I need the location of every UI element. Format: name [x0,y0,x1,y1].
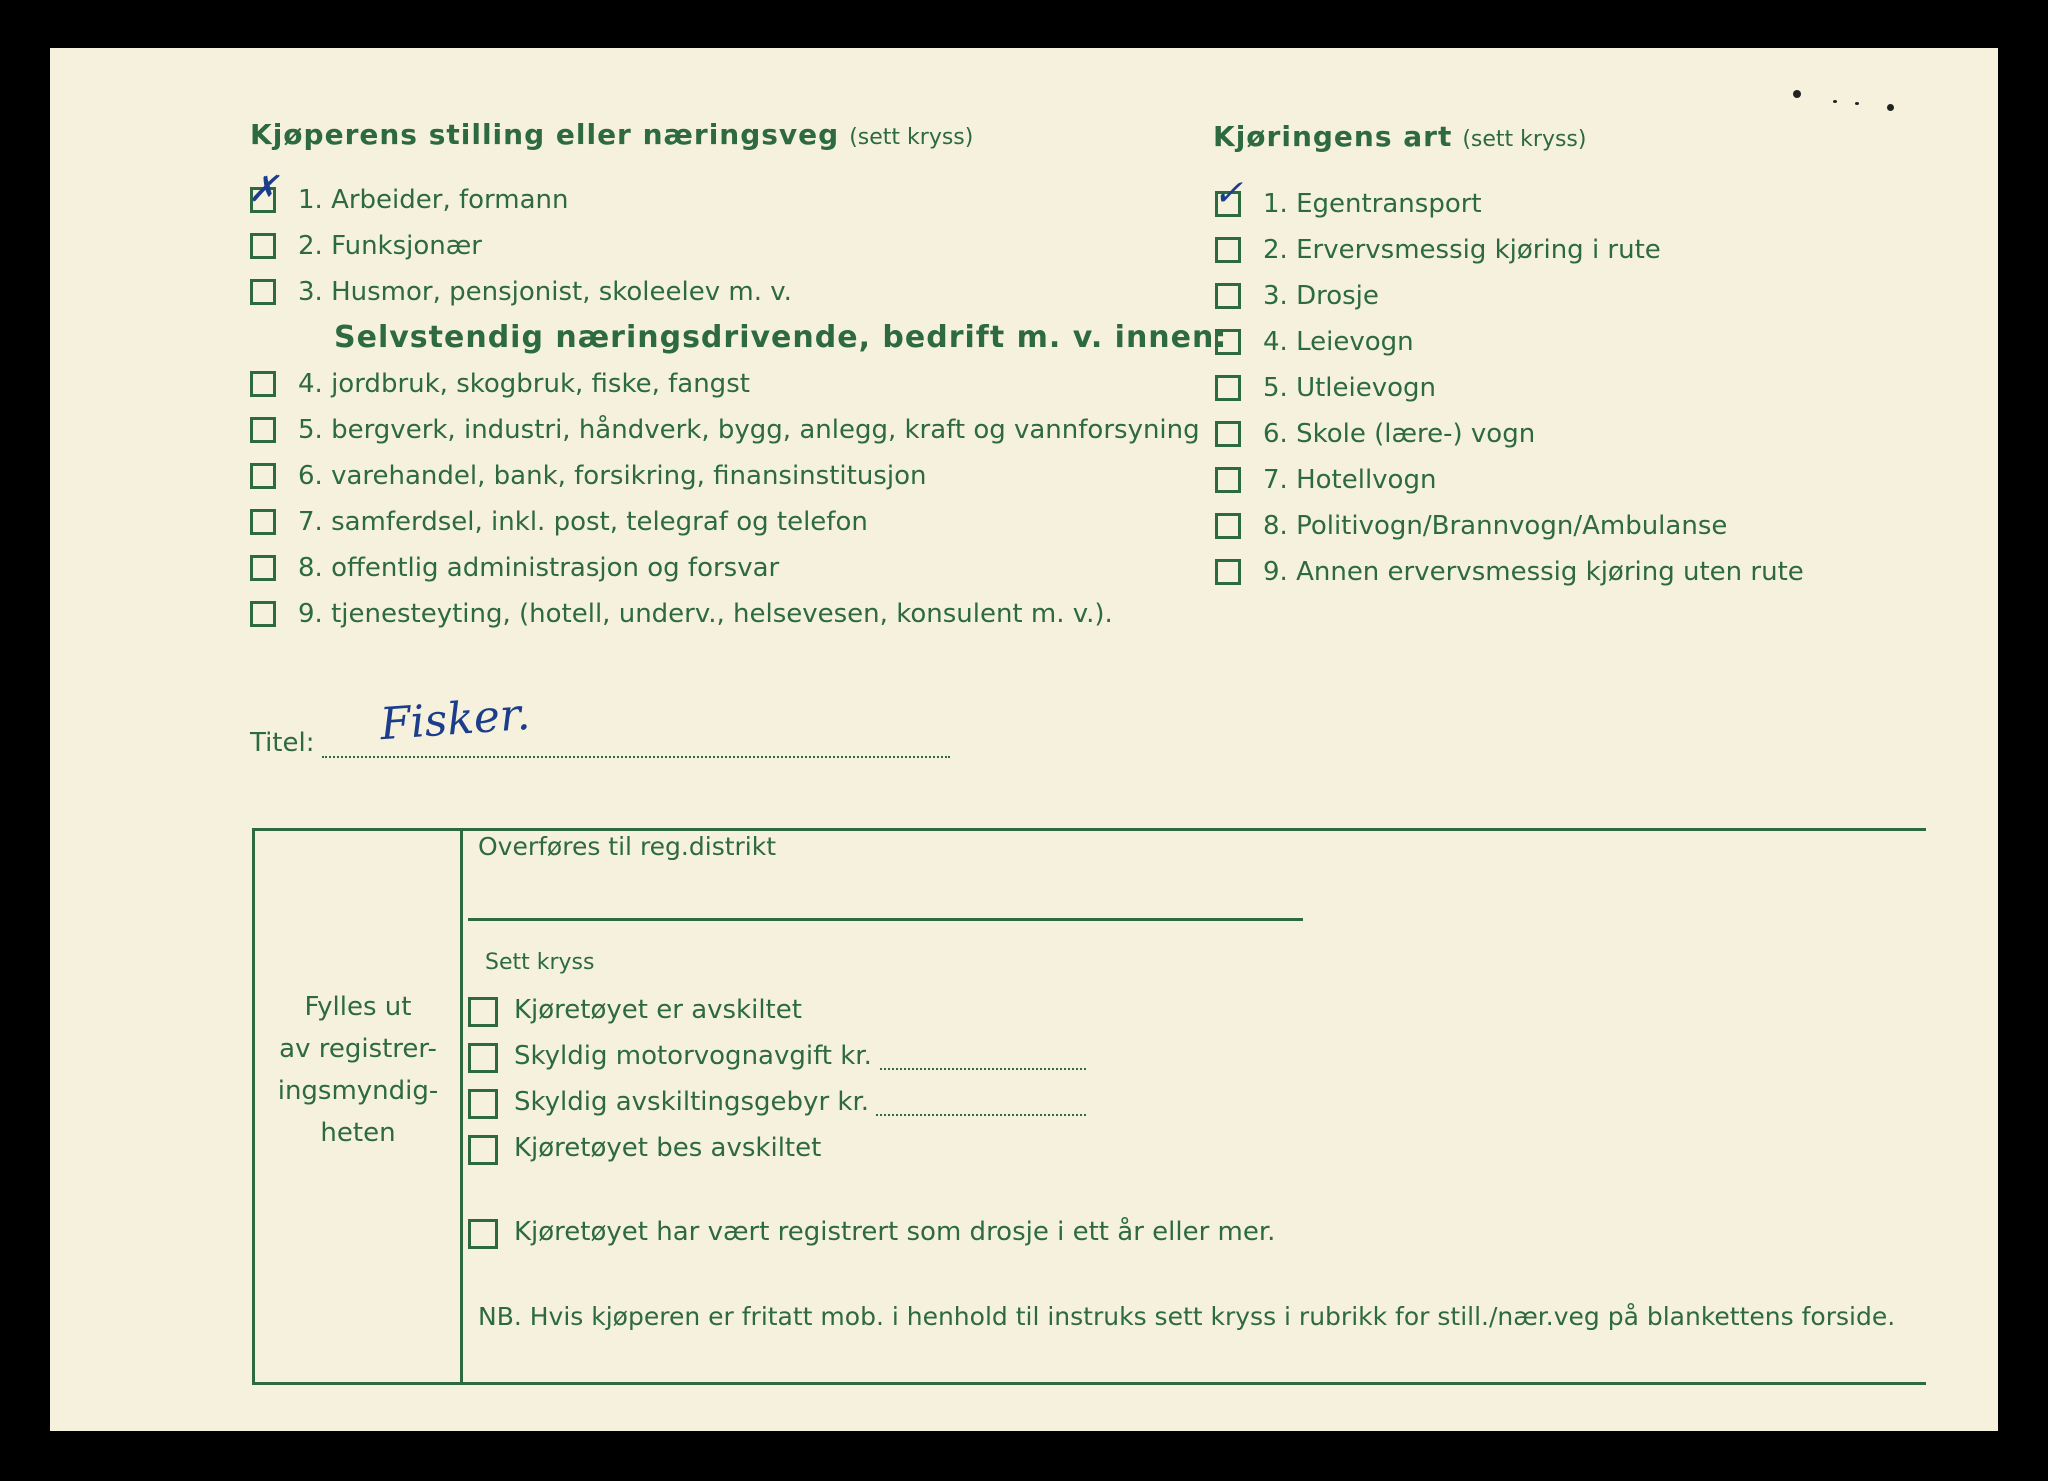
box-bottom-border [252,1382,1926,1385]
option-label: 7. samferdsel, inkl. post, telegraf og telefon [298,507,868,537]
left-section-header [250,118,973,151]
amount-dotted-line[interactable] [880,1068,1086,1070]
amount-dotted-line[interactable] [876,1114,1086,1116]
check-mark-icon: ✓ [1213,173,1244,214]
titel-dotted-line [322,756,950,758]
checkbox[interactable] [1215,467,1241,493]
checkbox[interactable] [1215,559,1241,585]
checkbox[interactable] [250,279,276,305]
option-label: 9. Annen ervervsmessig kjøring uten rute [1263,557,1804,587]
option-label: 1. Arbeider, formann [298,185,569,215]
option-label: 6. varehandel, bank, forsikring, finansinstitusjon [298,461,927,491]
titel-handwritten-value[interactable]: Fisker. [378,688,532,751]
right-header-note: (sett kryss) [1462,127,1587,152]
option-label: 5. bergverk, industri, håndverk, bygg, anlegg, kraft og vannforsyning [298,415,1200,445]
checkbox[interactable] [468,1043,498,1073]
checkbox[interactable] [1215,513,1241,539]
checkbox[interactable] [1215,237,1241,263]
checkbox[interactable] [250,417,276,443]
option-label: 7. Hotellvogn [1263,465,1437,495]
authority-label [258,986,458,1154]
option-label: 3. Drosje [1263,281,1379,311]
option-label: Skyldig avskiltingsgebyr kr. [514,1087,870,1117]
checkbox[interactable] [250,555,276,581]
right-section-header [1213,120,1586,153]
check-mark-icon: ✗ [248,169,279,210]
checkbox[interactable] [250,371,276,397]
checkbox[interactable] [250,233,276,259]
option-label: 3. Husmor, pensjonist, skoleelev m. v. [298,277,792,307]
option-label: 1. Egentransport [1263,189,1482,219]
option-label: 4. Leievogn [1263,327,1414,357]
checkbox[interactable] [468,1089,498,1119]
authority-label-line: heten [320,1118,396,1148]
checkbox[interactable] [468,997,498,1027]
titel-label: Titel: [250,728,315,758]
option-label: 8. Politivogn/Brannvogn/Ambulanse [1263,511,1728,541]
box-top-border [252,828,1926,831]
option-label: Kjøretøyet bes avskiltet [514,1133,822,1163]
speck [1855,102,1859,105]
option-label: 2. Funksjonær [298,231,482,261]
right-header-title: Kjøringens art [1213,120,1453,153]
option-label: 5. Utleievogn [1263,373,1437,403]
checkbox[interactable] [250,509,276,535]
option-label: Skyldig motorvognavgift kr. [514,1041,872,1071]
speck [1833,100,1837,103]
option-label: 9. tjenesteyting, (hotell, underv., helsevesen, konsulent m. v.). [298,599,1113,629]
authority-label-line: ingsmyndig- [277,1076,439,1106]
nb-note: NB. Hvis kjøperen er fritatt mob. i henhold til instruks sett kryss i rubrikk for still./nær.veg på blankettens forside. [478,1302,1896,1331]
self-employed-subheader: Selvstendig næringsdrivende, bedrift m. v. innen: [334,320,1228,355]
box-left-border [252,828,255,1385]
transfer-line[interactable] [468,918,1303,921]
checkbox[interactable] [1215,283,1241,309]
checkbox[interactable] [1215,375,1241,401]
option-label: Kjøretøyet har vært registrert som drosje i ett år eller mer. [514,1217,1276,1247]
sett-kryss-label: Sett kryss [485,950,595,975]
option-label: Kjøretøyet er avskiltet [514,995,802,1025]
checkbox[interactable] [1215,329,1241,355]
option-label: 2. Ervervsmessig kjøring i rute [1263,235,1661,265]
speck [1887,104,1894,111]
speck [1793,90,1801,98]
option-label: 8. offentlig administrasjon og forsvar [298,553,780,583]
transfer-label: Overføres til reg.distrikt [478,832,777,861]
box-divider [460,828,463,1385]
checkbox[interactable] [1215,421,1241,447]
authority-label-line: Fylles ut [304,992,412,1022]
checkbox[interactable] [250,601,276,627]
form-paper [50,48,1998,1431]
left-header-title: Kjøperens stilling eller næringsveg [250,118,840,151]
left-header-note: (sett kryss) [849,125,974,150]
checkbox[interactable] [468,1219,498,1249]
checkbox[interactable] [468,1135,498,1165]
option-label: 4. jordbruk, skogbruk, fiske, fangst [298,369,750,399]
authority-label-line: av registrer- [279,1034,437,1064]
option-label: 6. Skole (lære-) vogn [1263,419,1536,449]
checkbox[interactable] [250,463,276,489]
